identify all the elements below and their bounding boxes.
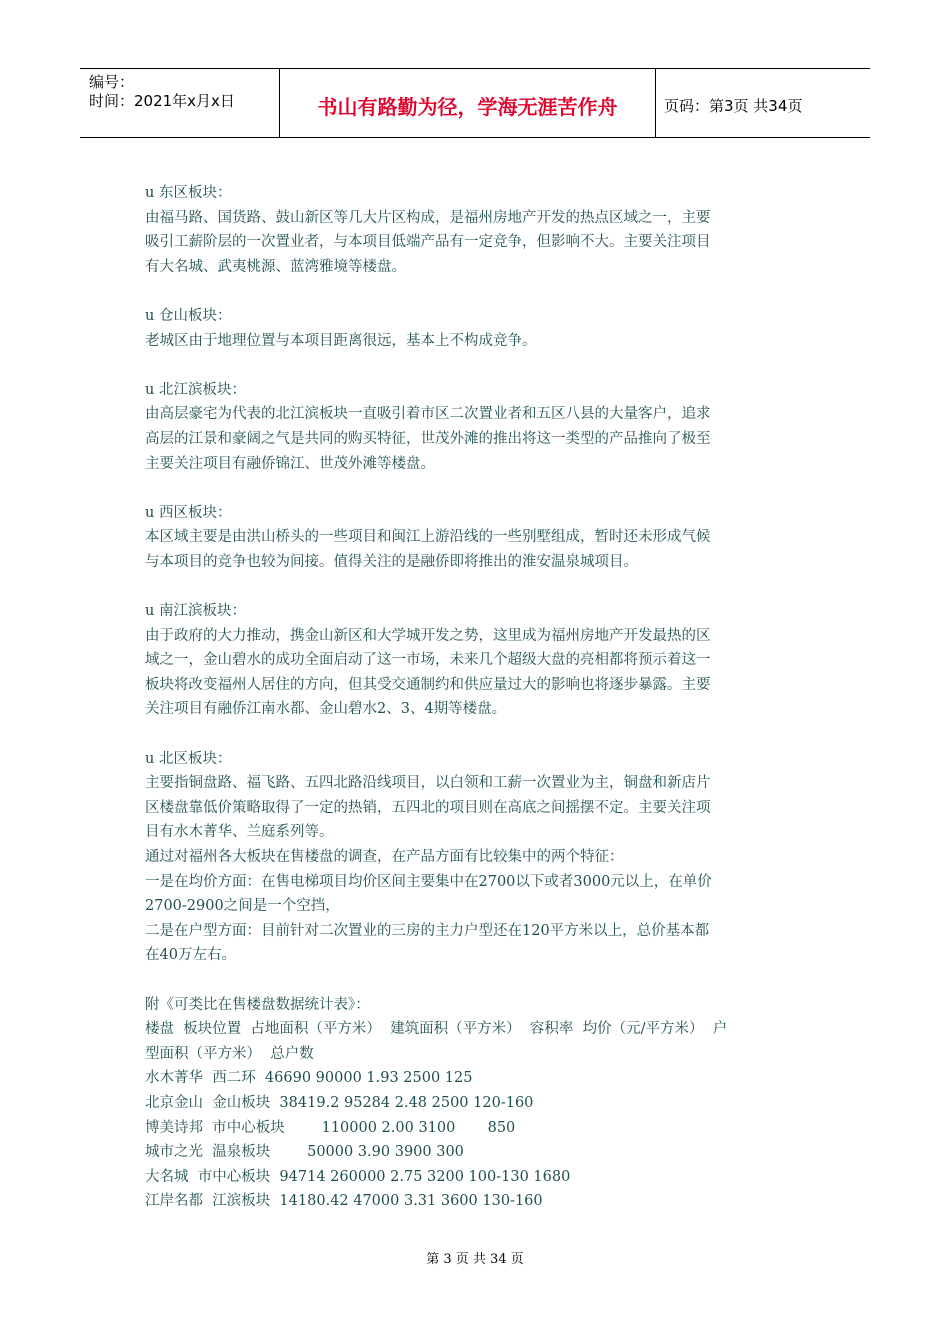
section-line: 板块将改变福州人居住的方向，但其受交通制约和供应量过大的影响也将逐步暴露。主要	[145, 676, 711, 693]
section-line: 博美诗邦 市中心板块 110000 2.00 3100 850	[145, 1119, 516, 1136]
section-line: 江岸名都 江滨板块 14180.42 47000 3.31 3600 130-160	[145, 1193, 543, 1210]
header-motto: 书山有路勤为径，学海无涯苦作舟	[280, 69, 656, 137]
section-line: 高层的江景和豪阔之气是共同的购买特征，世茂外滩的推出将这一类型的产品推向了极至	[145, 430, 711, 447]
section-title: u 北江滨板块：	[145, 381, 246, 398]
header-meta-cell	[80, 69, 280, 137]
section-line: 有大名城、武夷桃源、蓝湾雅境等楼盘。	[145, 258, 406, 275]
section-line: 楼盘 板块位置 占地面积（平方米） 建筑面积（平方米） 容积率 均价（元/平方米） 户	[145, 1021, 728, 1038]
section-title: u 南江滨板块：	[145, 603, 246, 620]
section-line: 由于政府的大力推动，携金山新区和大学城开发之势，这里成为福州房地产开发最热的区	[145, 627, 711, 644]
section-line: 北京金山 金山板块 38419.2 95284 2.48 2500 120-160	[145, 1094, 534, 1111]
section-line: 城市之光 温泉板块 50000 3.90 3900 300	[145, 1144, 464, 1161]
section-line: 通过对福州各大板块在售楼盘的调查，在产品方面有比较集中的两个特征：	[145, 849, 624, 866]
header-time-label: 时间：2021年x月x日	[89, 92, 235, 110]
section-line: 与本项目的竞争也较为间接。值得关注的是融侨即将推出的淮安温泉城项目。	[145, 553, 638, 570]
section-gap	[145, 279, 810, 304]
section-line: 型面积（平方米） 总户数	[145, 1045, 314, 1062]
section-gap	[145, 476, 810, 501]
section-line: 在40万左右。	[145, 947, 236, 964]
section-line: 目有水木菁华、兰庭系列等。	[145, 824, 334, 841]
section-title: u 北区板块：	[145, 750, 232, 767]
section-line: 主要指铜盘路、福飞路、五四北路沿线项目，以白领和工薪一次置业为主，铜盘和新店片	[145, 775, 711, 792]
section-title: u 东区板块：	[145, 185, 232, 201]
section-line: 由高层豪宅为代表的北江滨板块一直吸引着市区二次置业者和五区八县的大量客户，追求	[145, 406, 711, 423]
header-page-label: 页码：第3页 共34页	[664, 96, 803, 115]
section-line: 由福马路、国货路、鼓山新区等几大片区构成，是福州房地产开发的热点区域之一，主要	[145, 209, 711, 226]
section-gap	[145, 575, 810, 600]
section-gap	[145, 722, 810, 747]
document-body	[145, 181, 810, 1214]
section-line: 主要关注项目有融侨锦江、世茂外滩等楼盘。	[145, 455, 435, 472]
section-line: 老城区由于地理位置与本项目距离很远，基本上不构成竞争。	[145, 332, 537, 349]
section-title: u 西区板块：	[145, 504, 232, 521]
section-line: 2700-2900之间是一个空挡，	[145, 898, 340, 915]
section-line: 本区域主要是由洪山桥头的一些项目和闽江上游沿线的一些别墅组成，暂时还未形成气候	[145, 529, 711, 546]
section-line: 关注项目有融侨江南水都、金山碧水2、3、4期等楼盘。	[145, 701, 507, 718]
section-line: 二是在户型方面：目前针对二次置业的三房的主力户型还在120平方米以上，总价基本都	[145, 922, 710, 939]
section-line: 区楼盘靠低价策略取得了一定的热销，五四北的项目则在高底之间摇摆不定。主要关注项	[145, 799, 711, 816]
section-line: 水木菁华 西二环 46690 90000 1.93 2500 125	[145, 1070, 473, 1087]
section-line: 域之一，金山碧水的成功全面启动了这一市场，未来几个超级大盘的亮相都将预示着这一	[145, 652, 711, 669]
section-gap	[145, 353, 810, 378]
page-header	[80, 68, 870, 138]
section-line: 一是在均价方面：在售电梯项目均价区间主要集中在2700以下或者3000元以上，在单价	[145, 873, 712, 890]
section-title: u 仓山板块：	[145, 307, 232, 324]
section-gap	[145, 968, 810, 993]
section-title: 附《可类比在售楼盘数据统计表》：	[145, 996, 370, 1013]
section-line: 吸引工薪阶层的一次置业者，与本项目低端产品有一定竞争，但影响不大。主要关注项目	[145, 234, 711, 251]
section-line: 大名城 市中心板块 94714 260000 2.75 3200 100-130 1680	[145, 1168, 571, 1185]
header-code-label: 编号：	[89, 73, 135, 91]
page-footer: 第 3 页 共 34 页	[426, 1252, 524, 1267]
